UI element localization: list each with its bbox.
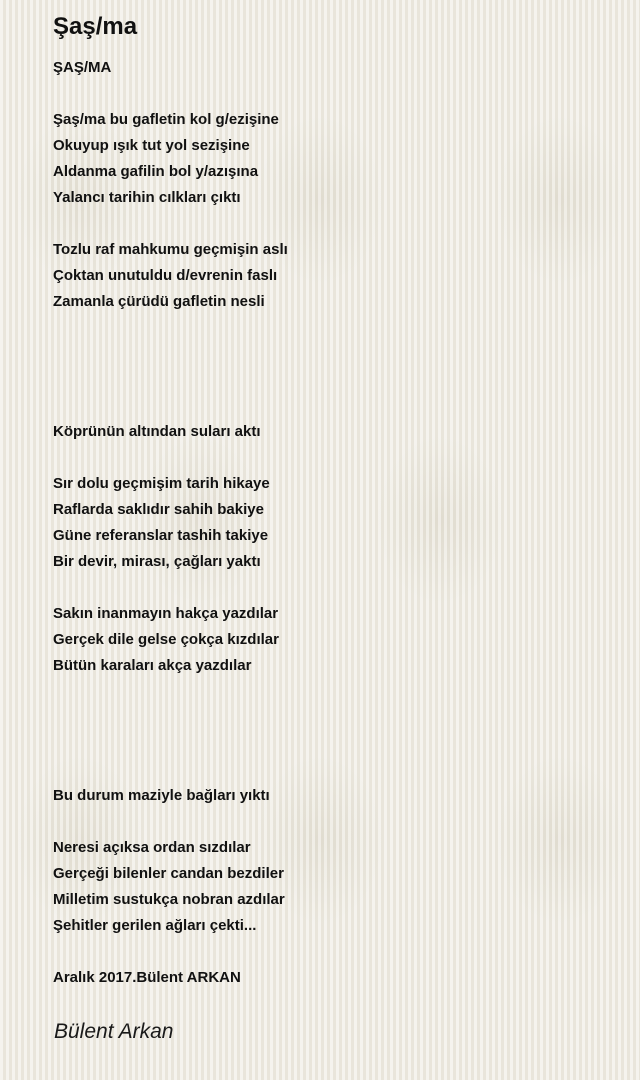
poem-line: Aralık 2017.Bülent ARKAN	[53, 969, 241, 986]
poem-title: Şaş/ma	[53, 13, 138, 40]
poem-line: Aldanma gafilin bol y/azışına	[53, 163, 259, 180]
poem-line: Gerçek dile gelse çokça kızdılar	[53, 631, 279, 648]
poem-line: Güne referanslar tashih takiye	[53, 527, 269, 544]
stanza-gap	[53, 575, 613, 601]
poem-line: Milletim sustukça nobran azdılar	[53, 891, 285, 908]
poem-line: Bütün karaları akça yazdılar	[53, 657, 252, 674]
poem-line: Neresi açıksa ordan sızdılar	[53, 839, 251, 856]
poem-line: ŞAŞ/MA	[53, 59, 112, 76]
stanza-gap	[53, 211, 613, 237]
poem-line: Zamanla çürüdü gafletin nesli	[53, 293, 265, 310]
stanza-gap	[53, 679, 613, 705]
poem-line: Çoktan unutuldu d/evrenin faslı	[53, 267, 278, 284]
poem-line: Bir devir, mirası, çağları yaktı	[53, 553, 261, 570]
author-signature: Bülent Arkan	[54, 1020, 174, 1043]
poem-line: Sır dolu geçmişim tarih hikaye	[53, 475, 270, 492]
stanza-gap	[53, 705, 613, 731]
poem-line: Şehitler gerilen ağları çekti...	[53, 917, 257, 934]
poem-line: Okuyup ışık tut yol sezişine	[53, 137, 250, 154]
stanza-gap	[53, 445, 613, 471]
stanza-gap	[53, 81, 613, 107]
poem-line: Gerçeği bilenler candan bezdiler	[53, 865, 284, 882]
poem-line: Şaş/ma bu gafletin kol g/ezişine	[53, 111, 279, 128]
poem-line: Bu durum maziyle bağları yıktı	[53, 787, 270, 804]
poem-line: Sakın inanmayın hakça yazdılar	[53, 605, 279, 622]
stanza-gap	[53, 315, 613, 341]
poem-line: Yalancı tarihin cılkları çıktı	[53, 189, 241, 206]
poem-body	[53, 55, 613, 991]
poem-line: Tozlu raf mahkumu geçmişin aslı	[53, 241, 288, 258]
stanza-gap	[53, 341, 613, 367]
stanza-gap	[53, 809, 613, 835]
stanza-gap	[53, 757, 613, 783]
poem-line: Köprünün altından suları aktı	[53, 423, 261, 440]
poem-line: Raflarda saklıdır sahih bakiye	[53, 501, 264, 518]
stanza-gap	[53, 367, 613, 393]
stanza-gap	[53, 731, 613, 757]
stanza-gap	[53, 939, 613, 965]
stanza-gap	[53, 393, 613, 419]
